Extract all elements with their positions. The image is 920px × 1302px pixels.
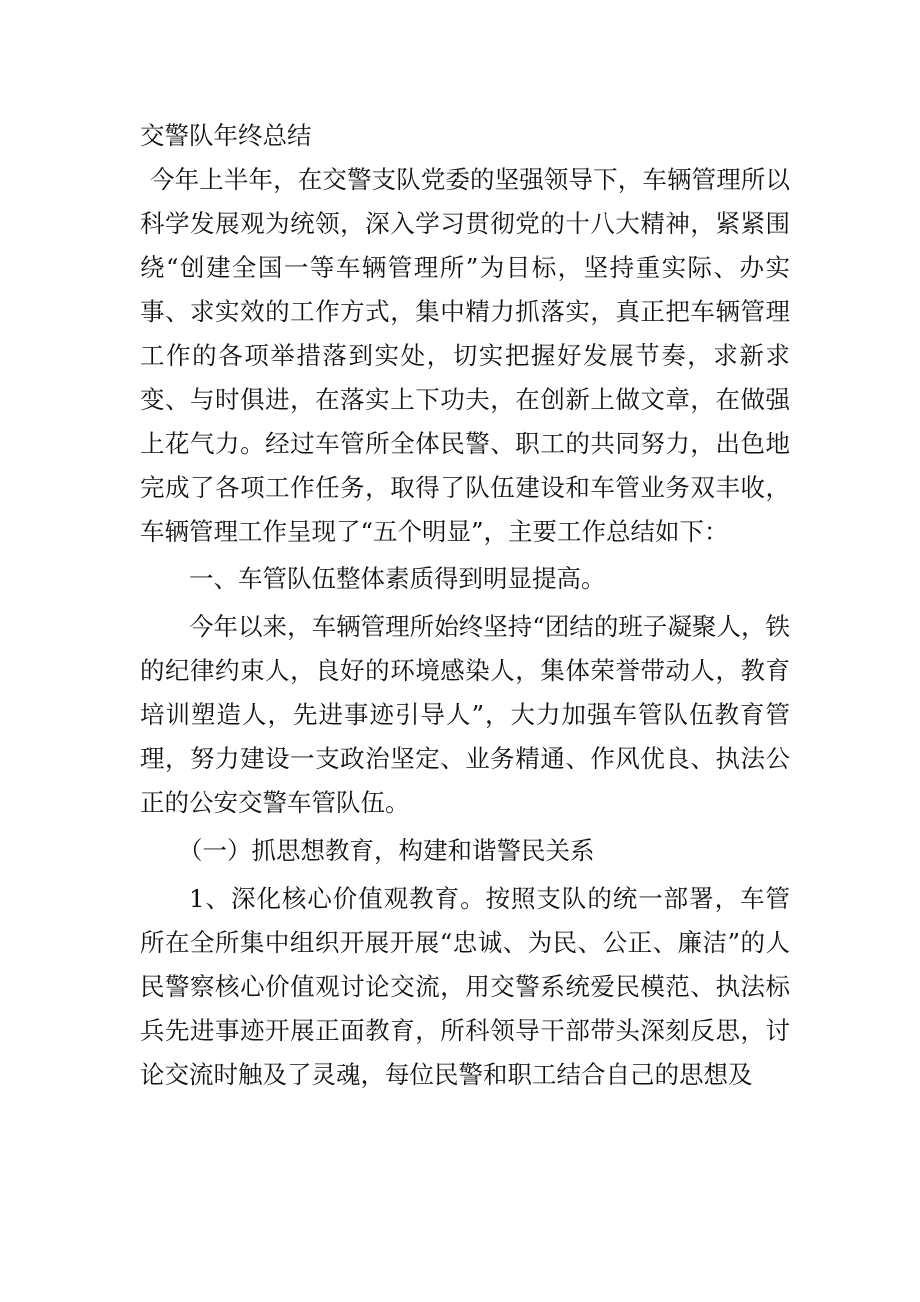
document-body <box>140 116 790 1097</box>
document-title: 交警队年终总结 <box>140 121 312 150</box>
subsection1-heading: （一）抓思想教育，构建和谐警民关系 <box>178 836 595 865</box>
item1-paragraph: 1、深化核心价值观教育。按照支队的统一部署，车管所在全所集中组织开展开展“忠诚、为民、公正、廉洁”的人民警察核心价值观讨论交流，用交警系统爱民模范、执法标兵先进事迹开展正面教育，所科领导干部带头深刻反思，讨论交流时触及了灵魂，每位民警和职工结合自己的思想及 <box>140 884 790 1089</box>
section1-heading: 一、车管队伍整体素质得到明显提高。 <box>189 564 606 593</box>
section1-body-paragraph: 今年以来，车辆管理所始终坚持“团结的班子凝聚人，铁的纪律约束人，良好的环境感染人，集体荣誉带动人，教育培训塑造人，先进事迹引导人”，大力加强车管队伍教育管理，努力建设一支政治坚定、业务精通、作风优良、执法公正的公安交警车管队伍。 <box>140 612 790 817</box>
intro-paragraph: 今年上半年，在交警支队党委的坚强领导下，车辆管理所以科学发展观为统领，深入学习贯彻党的十八大精神，紧紧围绕“创建全国一等车辆管理所”为目标，坚持重实际、办实事、求实效的工作方式，集中精力抓落实，真正把车辆管理工作的各项举措落到实处，切实把握好发展节奏，求新求变、与时俱进，在落实上下功夫，在创新上做文章，在做强上花气力。经过车管所全体民警、职工的共同努力，出色地完成了各项工作任务，取得了队伍建设和车管业务双丰收，车辆管理工作呈现了“五个明显”，主要工作总结如下： <box>140 165 790 546</box>
